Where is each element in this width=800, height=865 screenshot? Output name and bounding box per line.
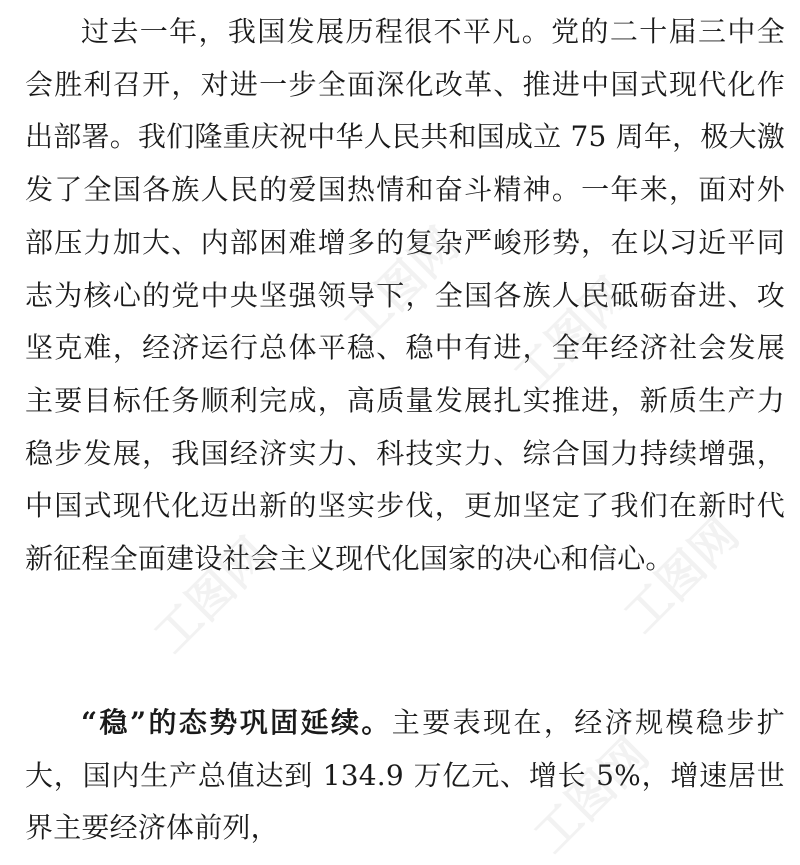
watermark: 工图网 <box>523 727 660 864</box>
paragraph-2 <box>25 697 785 855</box>
paragraph-2-lead: “稳”的态势巩固延续。 <box>81 706 392 739</box>
paragraph-1: 过去一年，我国发展历程很不平凡。党的二十届三中全会胜利召开，对进一步全面深化改革、推进中国式现代化作出部署。我们隆重庆祝中华人民共和国成立 75 周年，极大激发了全国各族人民的爱国热情和奋斗精神。一年来，面对外部压力加大、内部困难增多的复杂严峻形势，在以习近平同志为核心的党中央坚强领导下，全国各族人民砥砺奋进、攻坚克难，经济运行总体平稳、稳中有进，全年经济社会发展主要目标任务顺利完成，高质量发展扎实推进，新质生产力稳步发展，我国经济实力、科技实力、综合国力持续增强，中国式现代化迈出新的坚实步伐，更加坚定了我们在新时代新征程全面建设社会主义现代化国家的决心和信心。 <box>25 15 785 576</box>
watermark: 工图网 <box>333 217 470 354</box>
watermark: 工图网 <box>143 527 280 664</box>
watermark: 工图网 <box>503 267 640 404</box>
paragraph-2-body: 主要表现在，经济规模稳步扩大，国内生产总值达到 134.9 万亿元、增长 5%，增速居世界主要经济体前列， <box>25 706 785 845</box>
watermark: 工图网 <box>613 507 750 644</box>
